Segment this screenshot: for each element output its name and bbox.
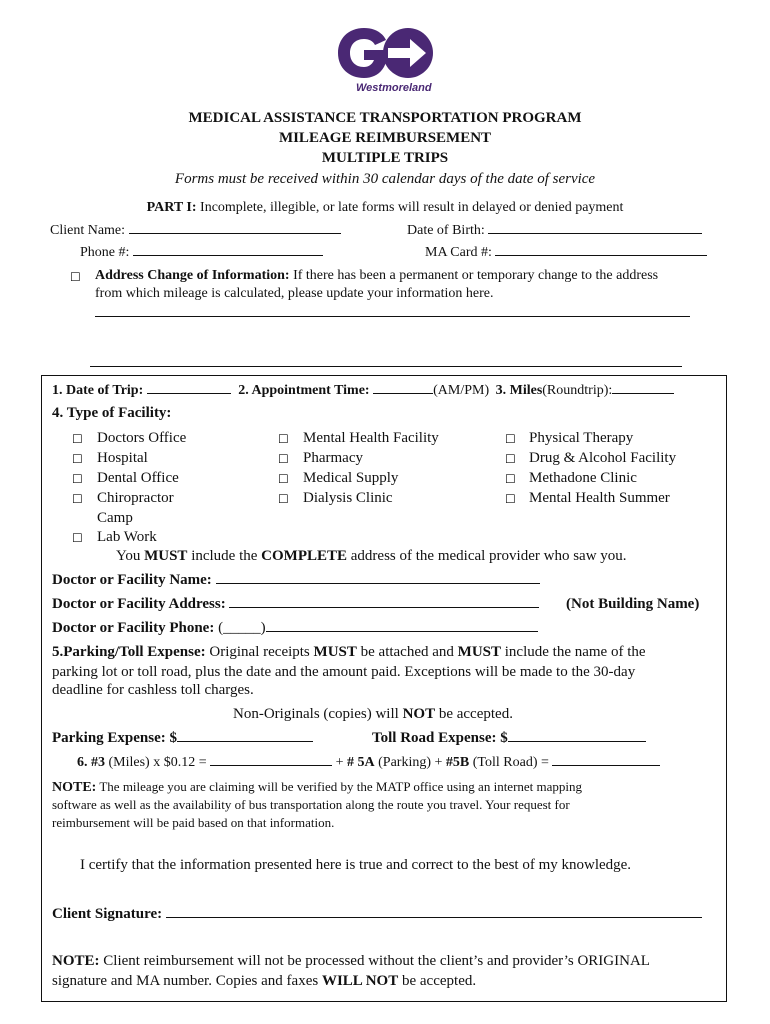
parking-must-2: MUST [457, 644, 501, 660]
calc-miles-rate: (Miles) x $0.12 = [105, 755, 211, 770]
note1-line3: reimbursement will be paid based on that information. [52, 815, 335, 830]
checkbox-physical-therapy[interactable]: ☐ [505, 432, 516, 446]
note1-line1 [52, 779, 582, 796]
certify-statement: I certify that the information presented here is true and correct to the best of my knowledge. [80, 857, 632, 873]
title-line-1: MEDICAL ASSISTANCE TRANSPORTATION PROGRAM [188, 110, 582, 126]
facility-type-label: 4. Type of Facility: [52, 405, 172, 421]
doctor-phone-area[interactable]: (_____) [218, 620, 266, 636]
must-include-pre: You [116, 548, 145, 564]
parking-line1 [52, 644, 646, 661]
dob-row [407, 223, 702, 239]
trip-row [52, 383, 674, 399]
doctor-phone-field[interactable] [266, 630, 538, 632]
facility-medical-supply: Medical Supply [303, 470, 399, 486]
phone-row [80, 245, 323, 261]
parking-must-1: MUST [313, 644, 357, 660]
calc-row [77, 755, 660, 771]
facility-doctors-office: Doctors Office [97, 430, 187, 446]
title-line-3: MULTIPLE TRIPS [321, 150, 449, 166]
checkbox-dialysis-clinic[interactable]: ☐ [278, 492, 289, 506]
facility-dental-office: Dental Office [97, 470, 179, 486]
facility-dialysis-clinic: Dialysis Clinic [303, 490, 393, 506]
checkbox-hospital[interactable]: ☐ [72, 452, 83, 466]
doctor-phone-label: Doctor or Facility Phone: [52, 620, 215, 636]
address-change-checkbox[interactable]: ☐ [70, 270, 81, 284]
logo [334, 24, 436, 96]
miles-field[interactable] [612, 392, 674, 394]
toll-expense-row [372, 730, 646, 747]
checkbox-chiropractor[interactable]: ☐ [72, 492, 83, 506]
note2-text2-pre: signature and MA number. Copies and faxes [52, 973, 322, 989]
ampm-label: (AM/PM) [433, 383, 490, 398]
ma-card-field[interactable] [495, 254, 707, 256]
note1-line2: software as well as the availability of bus transportation along the route you travel. Your request for [52, 797, 570, 812]
checkbox-pharmacy[interactable]: ☐ [278, 452, 289, 466]
facility-physical-therapy: Physical Therapy [529, 430, 634, 446]
calc-plus: + [332, 755, 348, 770]
checkbox-drug-alcohol[interactable]: ☐ [505, 452, 516, 466]
address-field-2[interactable] [90, 366, 682, 367]
signature-field[interactable] [166, 916, 702, 918]
logo-org-name: Westmoreland [356, 82, 432, 94]
parking-line3: deadline for cashless toll charges. [52, 682, 254, 698]
parking-expense-field[interactable] [177, 740, 313, 742]
signature-row [52, 906, 702, 923]
client-name-field[interactable] [129, 232, 341, 234]
ma-card-label: MA Card #: [425, 245, 492, 260]
parking-expense-label: Parking Expense: $ [52, 730, 178, 746]
facility-pharmacy: Pharmacy [303, 450, 363, 466]
must-include-notice [116, 548, 627, 565]
doctor-address-label: Doctor or Facility Address: [52, 596, 226, 612]
toll-expense-label: Toll Road Expense: $ [372, 730, 508, 746]
dob-label: Date of Birth: [407, 223, 485, 238]
parking-expense-row [52, 730, 313, 747]
phone-field[interactable] [133, 254, 323, 256]
doctor-address-row [52, 596, 539, 613]
note2-text2-post: be accepted. [398, 973, 477, 989]
trip-date-label: 1. Date of Trip: [52, 383, 144, 398]
facility-mental-health-summer: Mental Health Summer [529, 490, 670, 506]
part1-notice [0, 200, 770, 216]
note2-line2 [52, 973, 476, 990]
note1-text1: The mileage you are claiming will be verified by the MATP office using an internet mapping [96, 779, 583, 794]
must-include-post: address of the medical provider who saw you. [347, 548, 627, 564]
copies-pre: Non-Originals (copies) will [233, 706, 403, 722]
part1-text: Incomplete, illegible, or late forms will result in delayed or denied payment [196, 200, 624, 215]
calc-item5a: # 5A [347, 755, 375, 770]
toll-expense-field[interactable] [508, 740, 646, 742]
checkbox-mental-health-facility[interactable]: ☐ [278, 432, 289, 446]
note2-line1 [52, 953, 650, 970]
doctor-phone-row [52, 620, 538, 637]
calc-miles-field[interactable] [210, 764, 332, 766]
address-change-line1 [95, 268, 658, 284]
checkbox-dental-office[interactable]: ☐ [72, 472, 83, 486]
doctor-name-label: Doctor or Facility Name: [52, 572, 212, 588]
part1-heading: PART I: [146, 200, 197, 215]
parking-line2: parking lot or toll road, plus the date and the amount paid. Exceptions will be made to the 30-day [52, 664, 636, 680]
checkbox-lab-work[interactable]: ☐ [72, 531, 83, 545]
parking-label: 5.Parking/Toll Expense: [52, 644, 206, 660]
calc-item6: 6. #3 [77, 755, 105, 770]
must-include-mid: include the [187, 548, 262, 564]
facility-lab-work: Lab Work [97, 529, 157, 545]
complete-emphasis: COMPLETE [261, 548, 348, 564]
client-name-row [50, 223, 341, 239]
facility-methadone-clinic: Methadone Clinic [529, 470, 637, 486]
copies-post: be accepted. [435, 706, 513, 722]
calc-parking: (Parking) + [374, 755, 446, 770]
go-logo-icon [334, 24, 436, 84]
copies-not: NOT [402, 706, 436, 722]
phone-label: Phone #: [80, 245, 130, 260]
dob-field[interactable] [488, 232, 702, 234]
facility-chiropractor: Chiropractor [97, 490, 174, 506]
checkbox-medical-supply[interactable]: ☐ [278, 472, 289, 486]
doctor-name-row [52, 572, 540, 589]
appt-time-field[interactable] [373, 392, 433, 394]
signature-label: Client Signature: [52, 906, 163, 922]
address-change-line2: from which mileage is calculated, please update your information here. [95, 286, 494, 301]
checkbox-mental-health-summer[interactable]: ☐ [505, 492, 516, 506]
trip-date-field[interactable] [147, 392, 231, 394]
facility-camp: Camp [97, 510, 133, 526]
miles-label: 3. Miles [495, 383, 543, 398]
address-field-1[interactable] [95, 316, 690, 317]
address-change-text1: If there has been a permanent or temporary change to the address [289, 268, 659, 283]
parking-text-c: include the name of the [501, 644, 646, 660]
address-change-label: Address Change of Information: [95, 268, 290, 283]
note2-text1: Client reimbursement will not be processed without the client’s and provider’s ORIGINAL [99, 953, 650, 969]
calc-total-field[interactable] [552, 764, 660, 766]
parking-text-b: be attached and [356, 644, 458, 660]
calc-toll: (Toll Road) = [469, 755, 553, 770]
note1-label: NOTE: [52, 780, 97, 795]
checkbox-methadone-clinic[interactable]: ☐ [505, 472, 516, 486]
client-name-label: Client Name: [50, 223, 126, 238]
copies-notice [233, 706, 513, 723]
facility-hospital: Hospital [97, 450, 148, 466]
note2-will-not: WILL NOT [321, 973, 399, 989]
facility-drug-alcohol: Drug & Alcohol Facility [529, 450, 677, 466]
doctor-name-field[interactable] [216, 582, 540, 584]
not-building-name: (Not Building Name) [566, 596, 700, 612]
facility-mental-health-facility: Mental Health Facility [303, 430, 439, 446]
parking-text-a: Original receipts [205, 644, 314, 660]
ma-card-row [425, 245, 707, 261]
must-emphasis: MUST [144, 548, 188, 564]
doctor-address-field[interactable] [229, 606, 539, 608]
roundtrip-label: (Roundtrip): [542, 383, 613, 398]
note2-label: NOTE: [52, 953, 100, 969]
appt-time-label: 2. Appointment Time: [238, 383, 370, 398]
calc-item5b: #5B [445, 755, 470, 770]
title-line-2: MILEAGE REIMBURSEMENT [278, 130, 492, 146]
subtitle: Forms must be received within 30 calendar days of the date of service [174, 171, 596, 187]
checkbox-doctors-office[interactable]: ☐ [72, 432, 83, 446]
